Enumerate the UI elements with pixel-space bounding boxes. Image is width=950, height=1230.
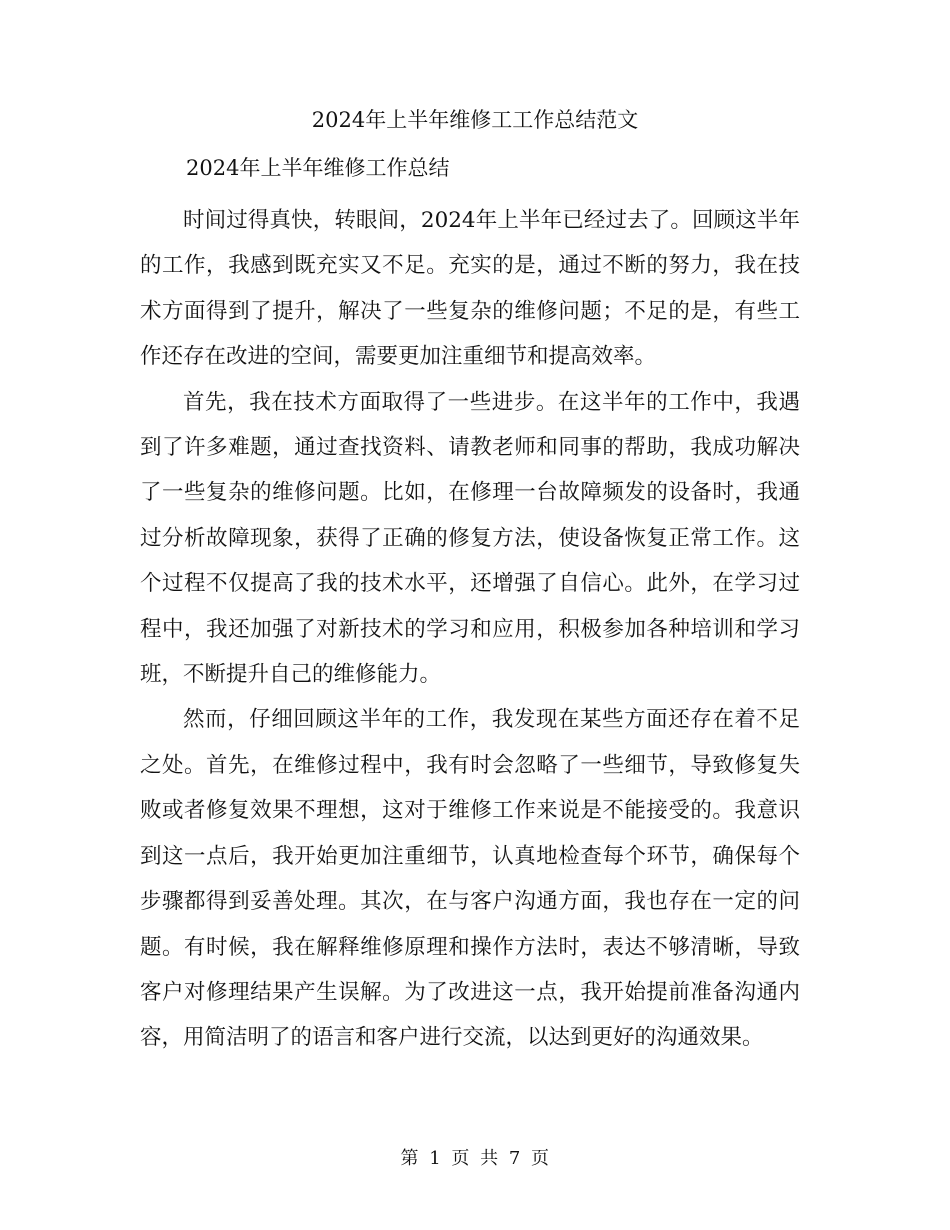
document-body <box>140 198 800 1061</box>
page-number-footer: 第 1 页 共 7 页 <box>400 1148 550 1169</box>
paragraph-shortcomings: 然而，仔细回顾这半年的工作，我发现在某些方面还存在着不足之处。首先，在维修过程中，我有时会忽略了一些细节，导致修复失败或者修复效果不理想，这对于维修工作来说是不能接受的。我意识到这一点后，我开始更加注重细节，认真地检查每个环节，确保每个步骤都得到妥善处理。其次，在与客户沟通方面，我也存在一定的问题。有时候，我在解释维修原理和操作方法时，表达不够清晰，导致客户对修理结果产生误解。为了改进这一点，我开始提前准备沟通内容，用简洁明了的语言和客户进行交流，以达到更好的沟通效果。 <box>140 707 800 1051</box>
paragraph-progress: 首先，我在技术方面取得了一些进步。在这半年的工作中，我遇到了许多难题，通过查找资料、请教老师和同事的帮助，我成功解决了一些复杂的维修问题。比如，在修理一台故障频发的设备时，我通过分析故障现象，获得了正确的修复方法，使设备恢复正常工作。这个过程不仅提高了我的技术水平，还增强了自信心。此外，在学习过程中，我还加强了对新技术的学习和应用，积极参加各种培训和学习班，不断提升自己的维修能力。 <box>140 389 800 688</box>
document-subtitle: 2024年上半年维修工作总结 <box>186 156 450 180</box>
document-title: 2024年上半年维修工工作总结范文 <box>311 108 639 132</box>
paragraph-intro: 时间过得真快，转眼间，2024年上半年已经过去了。回顾这半年的工作，我感到既充实又不足。充实的是，通过不断的努力，我在技术方面得到了提升，解决了一些复杂的维修问题；不足的是，有些工作还存在改进的空间，需要更加注重细节和提高效率。 <box>140 208 800 370</box>
